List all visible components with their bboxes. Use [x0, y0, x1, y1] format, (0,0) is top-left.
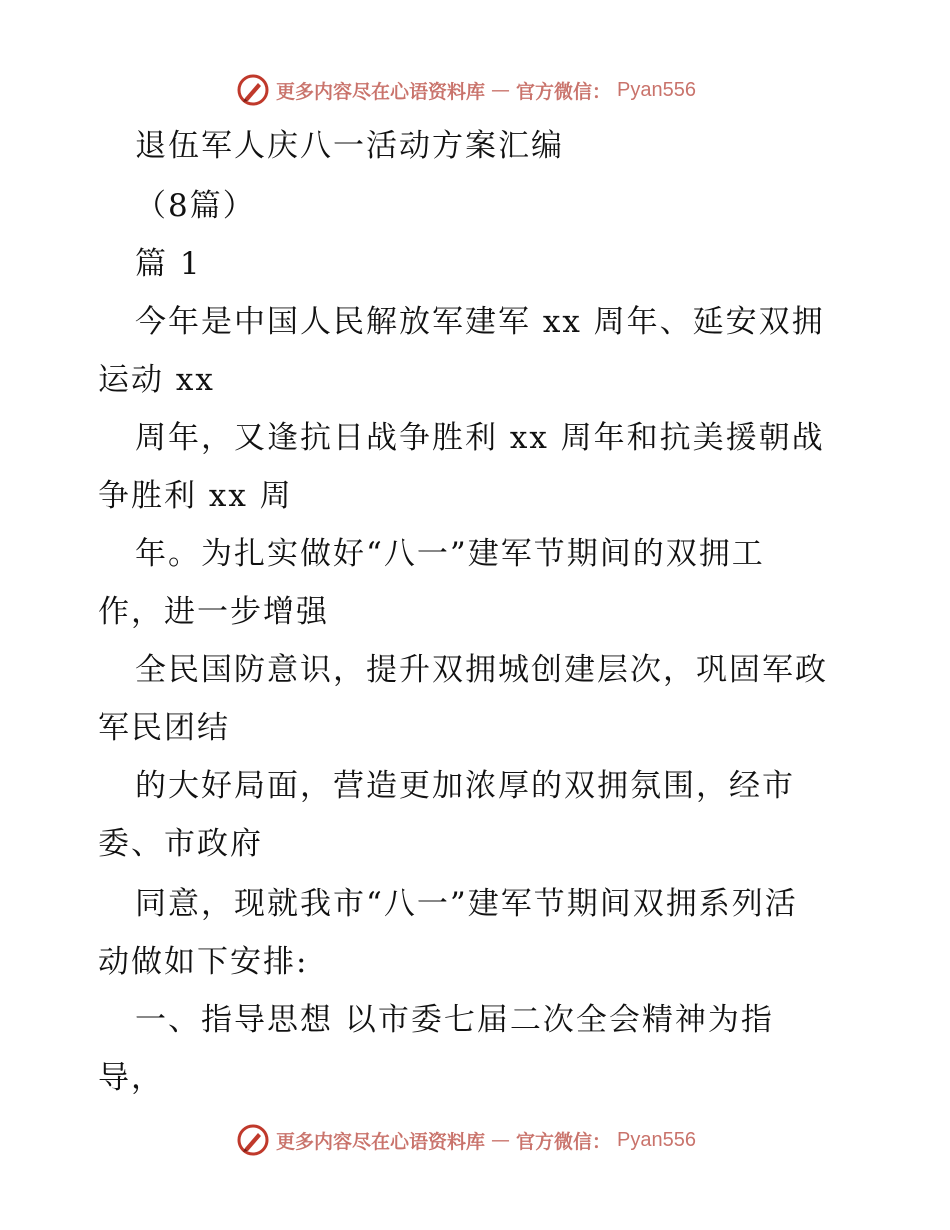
paragraph-line: 委、市政府 [98, 826, 263, 862]
watermark-label: 官方微信： [516, 80, 612, 103]
watermark-dash: — [491, 1129, 511, 1151]
watermark-id: Pyan556 [617, 1128, 696, 1151]
pen-circle-logo-icon [236, 73, 270, 107]
paragraph-line: 作，进一步增强 [98, 594, 329, 630]
section-heading: 篇 1 [135, 246, 202, 282]
paragraph-line: 争胜利 xx 周 [98, 478, 293, 514]
paragraph-line: 的大好局面，营造更加浓厚的双拥氛围，经市 [135, 768, 795, 804]
paragraph-line: 周年，又逢抗日战争胜利 xx 周年和抗美援朝战 [135, 420, 825, 456]
paragraph-line: 军民团结 [98, 710, 230, 746]
paragraph-line: 运动 xx [98, 362, 215, 398]
paragraph-line: 今年是中国人民解放军建军 xx 周年、延安双拥 [135, 304, 825, 340]
footer-watermark [236, 1120, 696, 1160]
watermark-id: Pyan556 [617, 78, 696, 101]
paragraph-line: 年。为扎实做好“八一”建军节期间的双拥工 [135, 536, 765, 572]
watermark-label: 官方微信： [516, 1130, 612, 1153]
watermark-dash: — [491, 79, 511, 101]
paragraph-line: 动做如下安排: [98, 944, 309, 980]
document-subtitle: （8篇） [135, 188, 256, 224]
header-watermark [236, 70, 696, 110]
paragraph-line: 同意，现就我市“八一”建军节期间双拥系列活 [135, 886, 798, 922]
pen-circle-logo-icon [236, 1123, 270, 1157]
watermark-main-text: 更多内容尽在心语资料库 [276, 80, 486, 103]
paragraph-line: 导， [98, 1060, 164, 1096]
document-title: 退伍军人庆八一活动方案汇编 [135, 128, 564, 164]
paragraph-line: 一、指导思想 以市委七届二次全会精神为指 [135, 1002, 774, 1038]
paragraph-line: 全民国防意识，提升双拥城创建层次，巩固军政 [135, 652, 828, 688]
watermark-main-text: 更多内容尽在心语资料库 [276, 1130, 486, 1153]
